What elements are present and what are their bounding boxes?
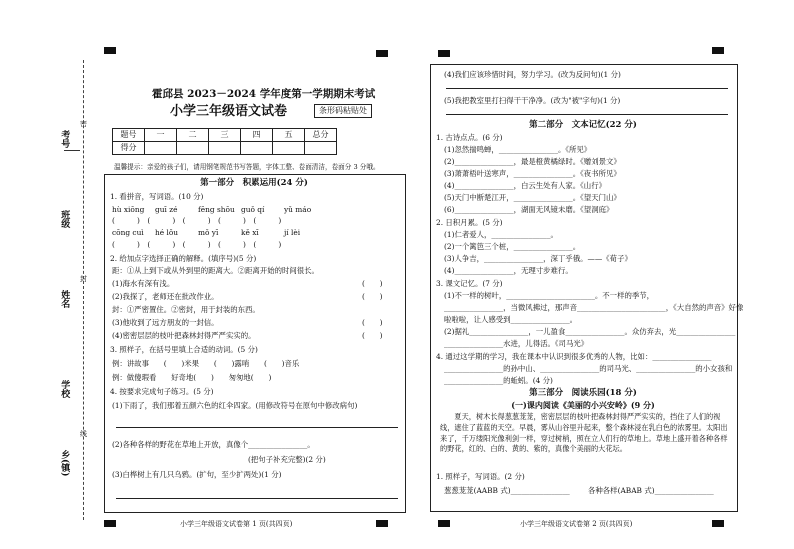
binding-line [83, 60, 84, 520]
question: 1. 看拼音，写词语。(10 分) [110, 192, 204, 201]
question: 2. 日积月累。(5 分) [436, 218, 503, 227]
question-text[interactable]: (2)一个篱笆三个桩，________________。 [444, 242, 581, 251]
registration-mark [712, 47, 724, 54]
score-table [112, 128, 337, 155]
exam-title: 霍邱县 2023－2024 学年度第一学期期末考试 [152, 88, 376, 100]
question-text: (4)密密层层的枝叶把森林封得严严实实的。 [112, 331, 256, 340]
seal-fold-mark: 密 [80, 120, 87, 128]
question: 2. 给加点字选择正确的解释。(填序号)(5 分) [110, 254, 257, 263]
page-footer: 小学三年级语文试卷第 2 页(共四页) [520, 520, 633, 528]
pinyin: hù xiōng [112, 205, 145, 214]
question: 3. 课文记忆。(7 分) [436, 279, 503, 288]
section-heading: 第三部分 阅读乐园(18 分) [529, 388, 637, 398]
table-cell: 题号 [113, 129, 145, 142]
fill-line [64, 150, 80, 151]
question-text: (5)我把教室里打扫得干干净净。(改为"被"字句)(1 分) [444, 96, 621, 105]
question-text[interactable]: 例：讲故事 ( )米果 ( )露哨 ( )音乐 [112, 359, 300, 368]
school-label: 学校 [59, 380, 70, 398]
answer-parens[interactable]: ( ) [362, 331, 383, 340]
answer-line[interactable] [116, 427, 398, 428]
score-cell[interactable] [145, 142, 177, 155]
registration-mark [438, 520, 450, 527]
question-text[interactable]: 啦啦啦，让人感受到________________。 [444, 315, 578, 324]
registration-mark [438, 50, 450, 57]
question-text[interactable]: (3)人争吉，________________，深丁乎俄。——《荀子》 [444, 254, 632, 263]
pinyin: guǒ qí [241, 205, 265, 214]
table-cell: 三 [209, 129, 241, 142]
score-cell[interactable] [241, 142, 273, 155]
question-text[interactable]: (2)各种各样的野花在草地上开放，真像个________________。 [112, 440, 315, 449]
table-cell: 总分 [305, 129, 337, 142]
question-text[interactable]: 例：做傻瑕看 好奇地( ) 匆匆地( ) [112, 373, 272, 382]
question-text: (3)他收到了远方朋友的一封信。 [112, 318, 219, 327]
registration-mark [376, 50, 388, 57]
table-row [113, 142, 337, 155]
section-heading: 第一部分 积累运用(24 分) [200, 178, 308, 188]
section-heading: 第二部分 文本记忆(22 分) [529, 120, 637, 130]
registration-mark [376, 520, 388, 527]
question-text: (1)海水有深有浅。 [112, 279, 175, 288]
pinyin: hé lǒu [155, 228, 179, 237]
pinyin-row [112, 228, 327, 237]
pinyin: fēng shōu [198, 205, 235, 214]
question-text[interactable]: (4)________________，无理寸步难行。 [444, 266, 573, 275]
paper-title: 小学三年级语文试卷 [170, 104, 288, 119]
question-text[interactable]: (1)仁者爱人，________________。 [444, 230, 558, 239]
table-row [113, 129, 337, 142]
answer-line[interactable] [446, 88, 728, 89]
seal-fold-mark: 线 [80, 430, 87, 438]
score-cell[interactable] [209, 142, 241, 155]
answer-parens[interactable]: ( ) ( ) ( ) ( ) ( ) [112, 216, 282, 225]
question-text[interactable]: ________________，当微风拂过，那声音________________________，《大自然的声音》好像 [444, 303, 744, 312]
pinyin-row [112, 205, 327, 214]
question-text[interactable]: (5)天门中断楚江开，________________。《望天门山》 [444, 193, 621, 202]
answer-parens[interactable]: ( ) ( ) ( ) ( ) ( ) [112, 240, 282, 249]
page-footer: 小学三年级语文试卷第 1 页(共四页) [180, 520, 293, 528]
question-text[interactable]: 葱葱茏茏(AABB 式)________________ [444, 486, 570, 495]
binding-sidebar [0, 60, 100, 520]
question-text: (把句子补充完整)(2 分) [248, 455, 326, 464]
question-text: 封：①严密置住。②密封，用于封装的东西。 [112, 305, 260, 314]
exam-no-label: 考号 [59, 130, 70, 148]
reading-passage: 夏天，树木长得葱葱茏茏，密密层层的枝叶把森林封得严严实实的，挡住了人们的视线，遮住了蓝蓝的天空。早晨，雾从山谷里升起来，整个森林浸在乳白色的浓雾里。太阳出来了，千万缕阳光像利剑一样，穿过树梢，照在立人们行的草地上。草地上盛开着各种各样的野花，红的、白的、黄的、紫的，真像个美丽的大花坛。 [440, 412, 728, 454]
score-cell[interactable] [305, 142, 337, 155]
question-text[interactable]: (2)________________，最是橙黄橘绿时。《赠刘景文》 [444, 157, 621, 166]
question-text[interactable]: (3)萧萧梧叶送寒声，________________。《夜书所见》 [444, 169, 621, 178]
question: 4. 按要求完成句子练习。(5 分) [110, 387, 214, 396]
question-text: (3)白桦树上有几只乌鸦。(扩句，至少扩两处)(1 分) [112, 470, 282, 479]
question-text[interactable]: (1)不一样的树叶，________________________。不一样的季节， [444, 291, 655, 300]
question-text[interactable]: ________________的蚯蚓。(4 分) [444, 376, 553, 385]
registration-mark [104, 47, 116, 54]
question-text[interactable]: ________________的孙中山、________________的司马光、________________的小女孩和 [444, 364, 733, 373]
answer-line[interactable] [446, 114, 728, 115]
township-label: 乡(镇) [59, 450, 70, 477]
answer-line[interactable] [116, 498, 398, 499]
barcode-area: 条形码粘贴处 [314, 104, 372, 118]
seal-fold-mark: 封 [80, 275, 87, 283]
registration-mark [104, 520, 116, 527]
question-text[interactable]: 各种各样(ABAB 式)________________ [588, 486, 714, 495]
answer-parens[interactable]: ( ) [362, 318, 383, 327]
table-cell: 四 [241, 129, 273, 142]
question-text: (4)我们应该珍惜时间，努力学习。(改为反问句)(1 分) [444, 70, 621, 79]
question-text[interactable]: (4)________________，白云生处有人家。《山行》 [444, 181, 606, 190]
table-cell: 二 [177, 129, 209, 142]
question: 3. 照样子，在括号里填上合适的动词。(5 分) [110, 345, 258, 354]
table-cell: 一 [145, 129, 177, 142]
pinyin: guī zé [155, 205, 178, 214]
question-text[interactable]: (6)________________，湖面无风镜未磨。《望洞庭》 [444, 205, 614, 214]
score-cell[interactable] [177, 142, 209, 155]
registration-mark [712, 520, 724, 527]
question: 1. 照样子，写词语。(2 分) [436, 472, 525, 481]
subsection-heading: (一)课内阅读《美丽的小兴安岭》(9 分) [511, 400, 655, 410]
question-text: (1)下雨了，我们那着五颜六色的红伞四家。(用修改符号在原句中修改病句) [112, 401, 358, 410]
question-text[interactable]: ________________水进，儿得活。《司马光》 [444, 339, 589, 348]
table-cell: 得分 [113, 142, 145, 155]
table-cell: 五 [273, 129, 305, 142]
question: 1. 古诗点点。(6 分) [436, 133, 503, 142]
question-text: (2)我探了，老师还在批改作业。 [112, 292, 219, 301]
pinyin: jí lèi [284, 228, 301, 237]
question[interactable]: 4. 通过这学期的学习，我在课本中认识到很多优秀的人物，比如：________________ [436, 352, 712, 361]
question-text[interactable]: (2)据礼________________，一儿盈食________________。众仿弃去，光________________ [444, 327, 736, 336]
answer-parens[interactable]: ( ) [362, 292, 383, 301]
class-label: 班级 [59, 210, 70, 228]
pinyin: kě xī [241, 228, 259, 237]
question-text: 距：①从上到下或从外到里的距离大。②距离开始的时间很长。 [112, 266, 319, 275]
question-text[interactable]: (1)忽然揣鸣蝉，________________。《所见》 [444, 145, 592, 154]
score-cell[interactable] [273, 142, 305, 155]
pinyin: yǔ máo [284, 205, 312, 214]
answer-parens[interactable]: ( ) [362, 279, 383, 288]
name-label: 姓名 [59, 290, 70, 308]
notice-text: 温馨提示：亲爱的孩子们，请用钢笔规范书写答题，字体工整、卷面清洁，卷面分 3 分哦。 [114, 163, 380, 171]
pinyin: cōng cuì [112, 228, 144, 237]
pinyin: mǒ yī [198, 228, 219, 237]
